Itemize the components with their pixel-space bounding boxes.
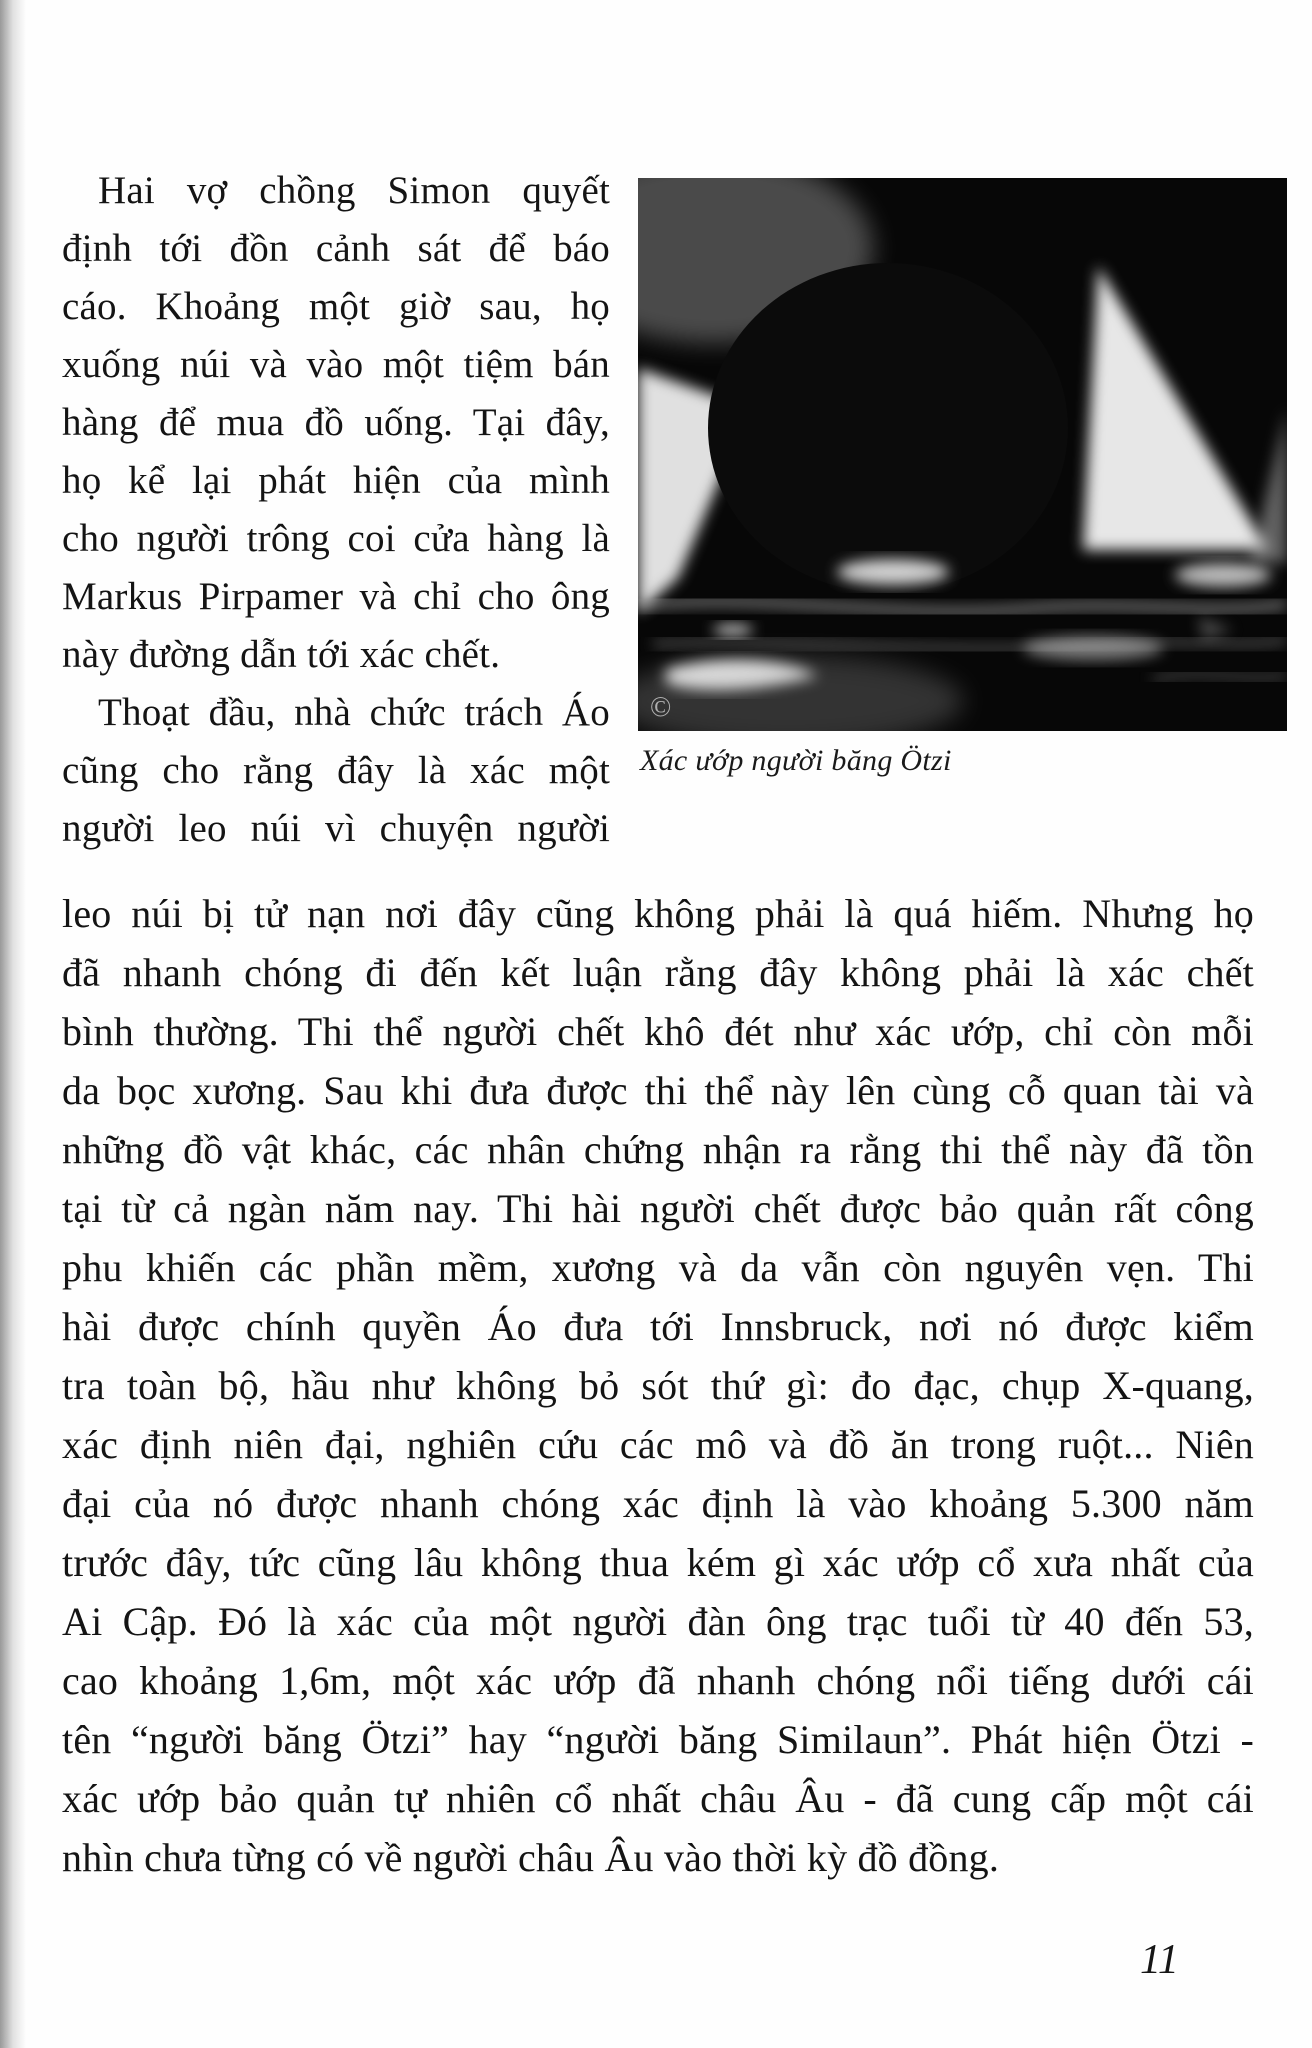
- page-number: 11: [1140, 1937, 1179, 1983]
- text-line: trước đây, tức cũng lâu không thua kém gì xác ướp cổ xưa nhất của: [62, 1540, 1254, 1585]
- otzi-mummy-photo: [638, 178, 1287, 731]
- otzi-mummy-photo-art: [638, 178, 1287, 731]
- text-line: nhìn chưa từng có về người châu Âu vào thời kỳ đồ đồng.: [62, 1835, 1000, 1880]
- copyright-watermark-icon: ©: [650, 692, 672, 723]
- text-line: cáo. Khoảng một giờ sau, họ: [62, 285, 610, 328]
- text-line: da bọc xương. Sau khi đưa được thi thể này lên cùng cỗ quan tài và: [62, 1068, 1254, 1113]
- text-line: leo núi bị tử nạn nơi đây cũng không phải là quá hiếm. Nhưng họ: [62, 891, 1254, 936]
- text-line: phu khiến các phần mềm, xương và da vẫn còn nguyên vẹn. Thi: [62, 1245, 1254, 1290]
- text-line: Thoạt đầu, nhà chức trách Áo: [98, 691, 610, 734]
- text-line: bình thường. Thi thể người chết khô đét như xác ướp, chỉ còn mỗi: [62, 1009, 1254, 1054]
- text-line: cao khoảng 1,6m, một xác ướp đã nhanh chóng nổi tiếng dưới cái: [62, 1658, 1254, 1703]
- text-line: đại của nó được nhanh chóng xác định là vào khoảng 5.300 năm: [62, 1481, 1254, 1526]
- text-line: người leo núi vì chuyện người: [62, 807, 610, 850]
- text-line: định tới đồn cảnh sát để báo: [62, 227, 610, 270]
- text-line: những đồ vật khác, các nhân chứng nhận ra rằng thi thể này đã tồn: [62, 1127, 1254, 1172]
- text-column: [62, 162, 610, 858]
- text-line: xác định niên đại, nghiên cứu các mô và đồ ăn trong ruột... Niên: [62, 1422, 1254, 1467]
- text-line: Ai Cập. Đó là xác của một người đàn ông trạc tuổi từ 40 đến 53,: [62, 1599, 1254, 1644]
- text-line: cho người trông coi cửa hàng là: [62, 517, 610, 560]
- photo-caption: Xác ướp người băng Ötzi: [640, 744, 952, 777]
- text-line: họ kể lại phát hiện của mình: [62, 459, 610, 502]
- text-line: hàng để mua đồ uống. Tại đây,: [62, 401, 610, 444]
- text-line: Hai vợ chồng Simon quyết: [98, 169, 610, 212]
- text-line: xác ướp bảo quản tự nhiên cổ nhất châu Âu - đã cung cấp một cái: [62, 1776, 1254, 1821]
- text-line: cũng cho rằng đây là xác một: [62, 749, 610, 792]
- text-line: hài được chính quyền Áo đưa tới Innsbruck, nơi nó được kiểm: [62, 1304, 1254, 1349]
- text-line: tra toàn bộ, hầu như không bỏ sót thứ gì: đo đạc, chụp X-quang,: [62, 1363, 1254, 1408]
- text-line: tên “người băng Ötzi” hay “người băng Similaun”. Phát hiện Ötzi -: [62, 1717, 1254, 1762]
- body-text: [62, 884, 1254, 1887]
- text-line: này đường dẫn tới xác chết.: [62, 633, 501, 676]
- text-line: đã nhanh chóng đi đến kết luận rằng đây không phải là xác chết: [62, 950, 1254, 995]
- scan-edge-shadow: [0, 0, 26, 2048]
- text-line: tại từ cả ngàn năm nay. Thi hài người chết được bảo quản rất công: [62, 1186, 1254, 1231]
- text-line: xuống núi và vào một tiệm bán: [62, 343, 610, 386]
- text-line: Markus Pirpamer và chỉ cho ông: [62, 575, 610, 618]
